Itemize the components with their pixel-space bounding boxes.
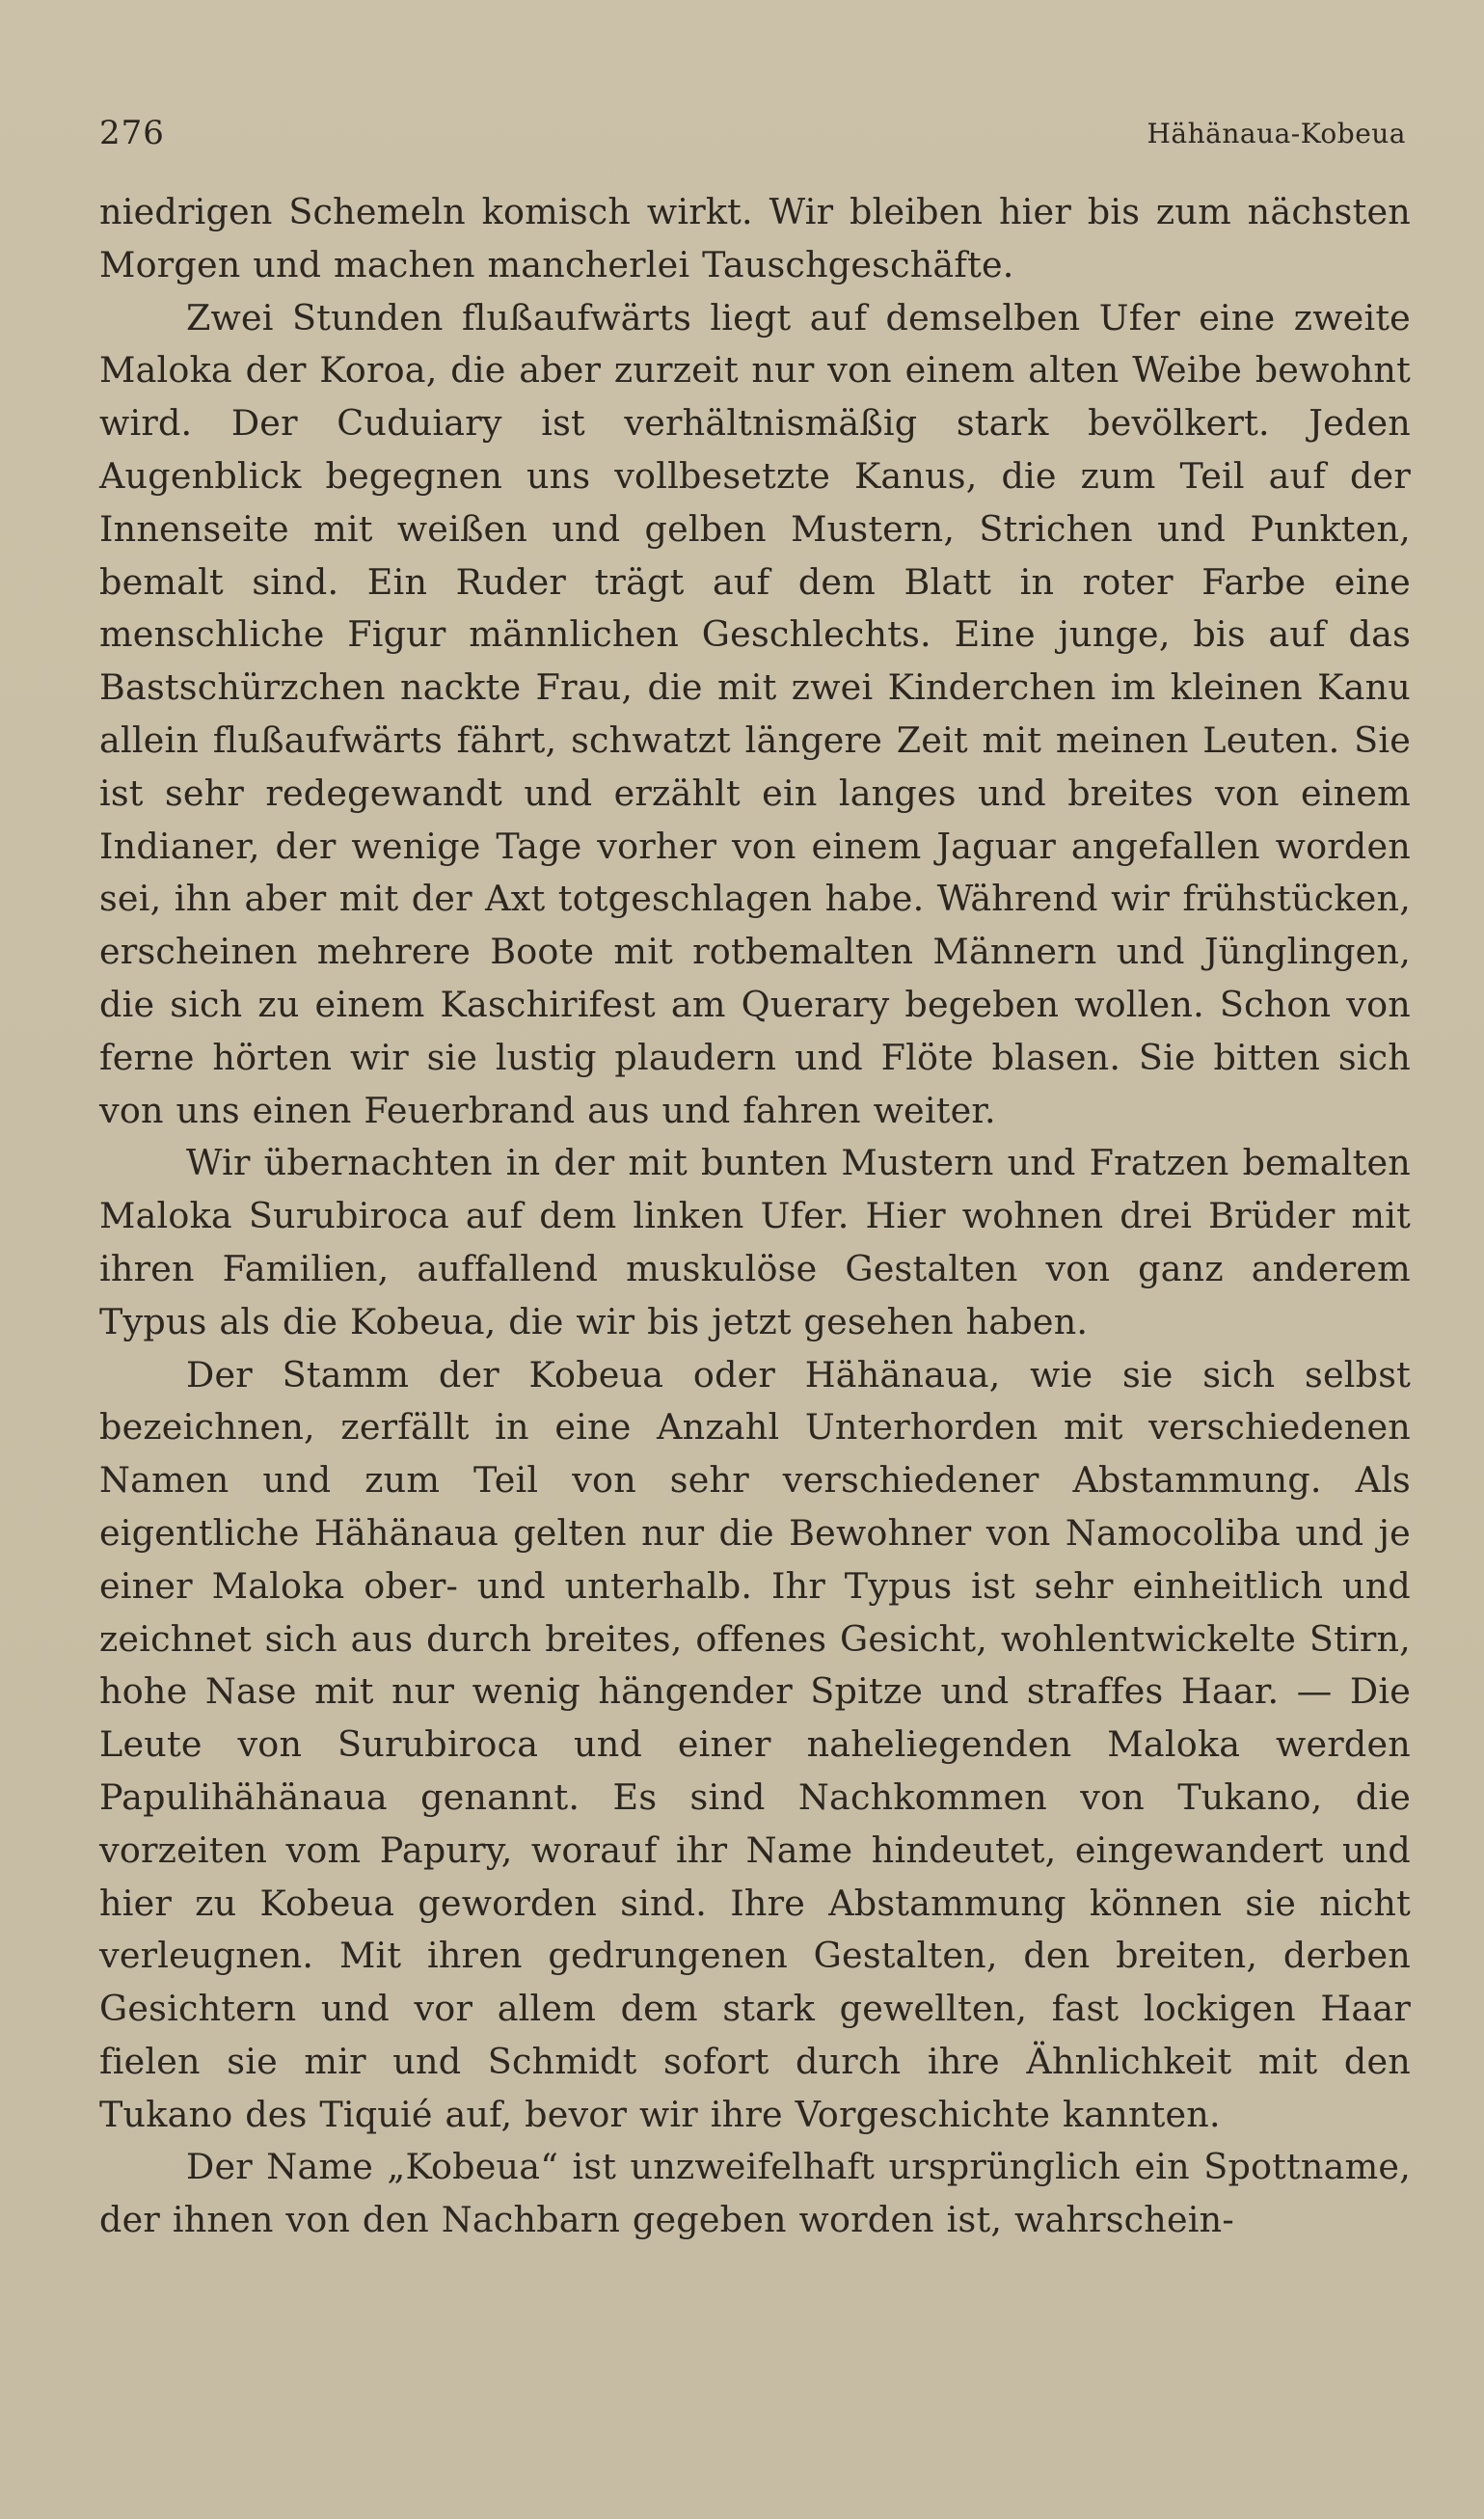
page-header [99,114,1406,162]
paragraph: niedrigen Schemeln komisch wirkt. Wir bleiben hier bis zum nächsten Morgen und machen mancherlei Tauschgeschäfte. [99,191,1411,285]
running-head: Hähänaua-Kobeua [1147,118,1406,149]
body-text [99,186,1411,2247]
page-number: 276 [99,114,165,152]
paragraph: Der Name „Kobeua“ ist unzweifelhaft ursprünglich ein Spottname, der ihnen von den Nachbarn gegeben worden ist, wahrschein- [99,2146,1411,2241]
paragraph: Zwei Stunden flußaufwärts liegt auf demselben Ufer eine zweite Maloka der Koroa, die aber zurzeit nur von einem alten Weibe bewohnt wird. Der Cuduiary ist verhältnismäßig stark bevölkert. Jeden Augenblick begegnen uns vollbesetzte Kanus, die zum Teil auf der Innenseite mit weißen und gelben Mustern, Strichen und Punkten, bemalt sind. Ein Ruder trägt auf dem Blatt in roter Farbe eine menschliche Figur männlichen Geschlechts. Eine junge, bis auf das Bastschürzchen nackte Frau, die mit zwei Kinderchen im kleinen Kanu allein flußaufwärts fährt, schwatzt längere Zeit mit meinen Leuten. Sie ist sehr redegewandt und erzählt ein langes und breites von einem Indianer, der wenige Tage vorher von einem Jaguar angefallen worden sei, ihn aber mit der Axt totgeschlagen habe. Während wir frühstücken, erscheinen mehrere Boote mit rotbemalten Männern und Jünglingen, die sich zu einem Kaschirifest am Querary begeben wollen. Schon von ferne hörten wir sie lustig plaudern und Flöte blasen. Sie bitten sich von uns einen Feuerbrand aus und fahren weiter. [99,296,1411,1131]
paragraph: Wir übernachten in der mit bunten Mustern und Fratzen bemalten Maloka Surubiroca auf dem linken Ufer. Hier wohnen drei Brüder mit ihren Familien, auffallend muskulöse Gestalten von ganz anderem Typus als die Kobeua, die wir bis jetzt gesehen haben. [99,1142,1411,1342]
paragraph: Der Stamm der Kobeua oder Hähänaua, wie sie sich selbst bezeichnen, zerfällt in eine Anzahl Unterhorden mit verschiedenen Namen und zum Teil von sehr verschiedener Abstammung. Als eigentliche Hähänaua gelten nur die Bewohner von Namocoliba und je einer Maloka ober- und unterhalb. Ihr Typus ist sehr einheitlich und zeichnet sich aus durch breites, offenes Gesicht, wohlentwickelte Stirn, hohe Nase mit nur wenig hängender Spitze und straffes Haar. — Die Leute von Surubiroca und einer naheliegenden Maloka werden Papulihähänaua genannt. Es sind Nachkommen von Tukano, die vorzeiten vom Papury, worauf ihr Name hindeutet, eingewandert und hier zu Kobeua geworden sind. Ihre Abstammung können sie nicht verleugnen. Mit ihren gedrungenen Gestalten, den breiten, derben Gesichtern und vor allem dem stark gewellten, fast lockigen Haar fielen sie mir und Schmidt sofort durch ihre Ähnlichkeit mit den Tukano des Tiquié auf, bevor wir ihre Vorgeschichte kannten. [99,1353,1411,2135]
